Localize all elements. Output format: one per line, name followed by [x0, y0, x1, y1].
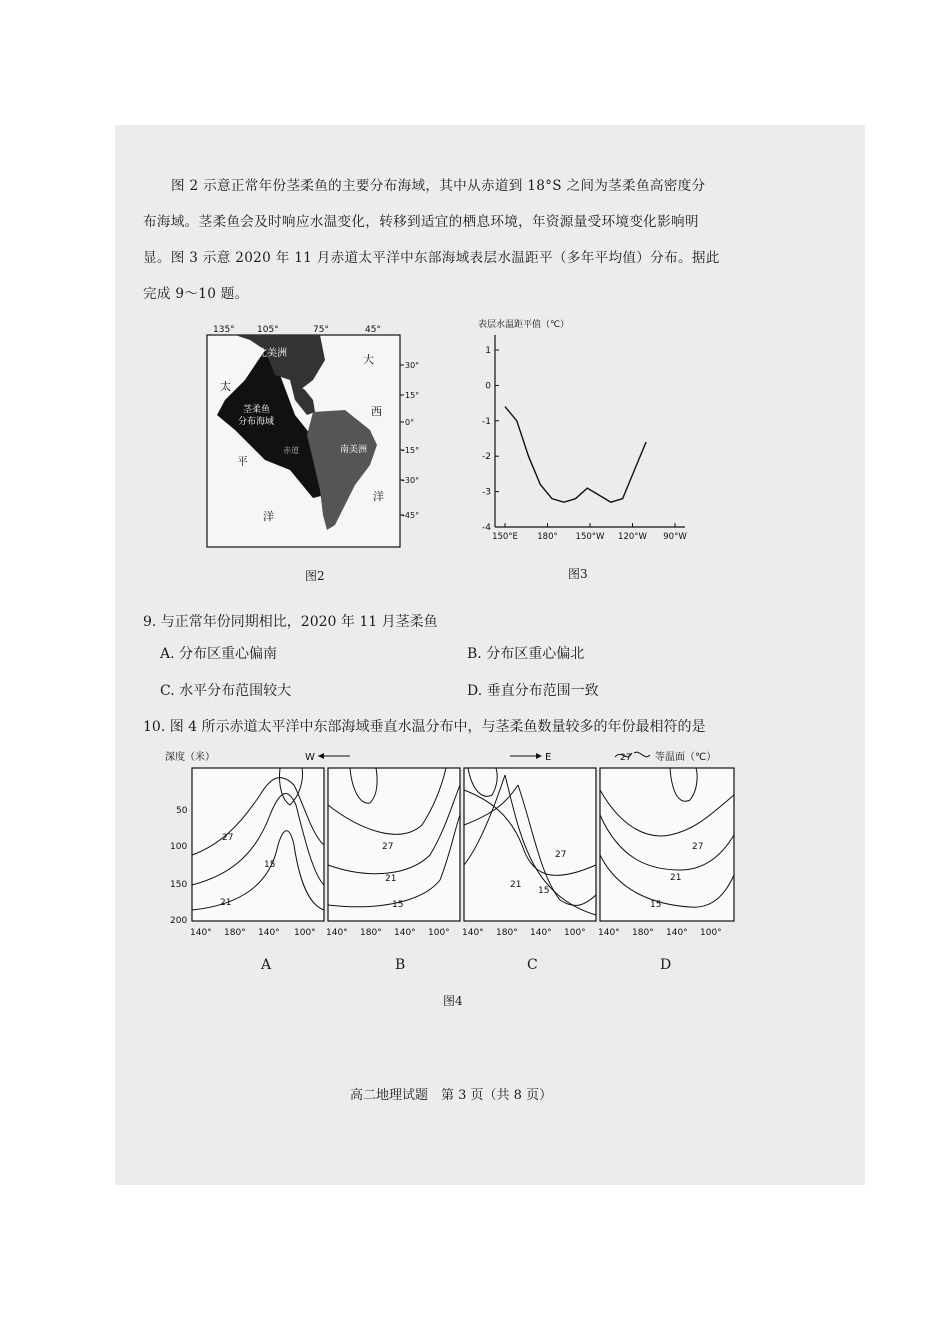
lon-label-45: 45°: [365, 325, 381, 335]
lon-label-135: 135°: [213, 325, 235, 335]
panel-c-iso-21: 21: [510, 880, 522, 890]
squid-area-label-2: 分布海域: [238, 417, 275, 427]
atlantic-char-3: 洋: [373, 490, 384, 503]
squid-area-label-1: 茎柔鱼: [243, 405, 271, 415]
panel-d-iso-27: 27: [692, 842, 704, 852]
lat-label-s15: -15°: [402, 446, 420, 455]
depth-tick-200: 200: [170, 916, 188, 926]
q9-option-a: A. 分布区重心偏南: [160, 646, 278, 662]
q9-option-b: B. 分布区重心偏北: [467, 646, 585, 662]
panel-c-iso-15: 15: [538, 886, 550, 896]
panel-label-a: A: [261, 957, 272, 973]
intro-paragraph: [143, 168, 763, 312]
atlantic-char-1: 大: [363, 353, 374, 366]
c-xtick-2: 180°: [496, 928, 518, 938]
east-label: E: [545, 752, 552, 763]
depth-tick-100: 100: [170, 842, 188, 852]
lat-label-0: 0°: [405, 418, 415, 427]
c-xtick-1: 140°: [462, 928, 484, 938]
figure-4-panels: [160, 745, 740, 945]
c-xtick-3: 140°: [530, 928, 552, 938]
pacific-char-3: 洋: [263, 510, 274, 523]
panel-label-d: D: [660, 957, 672, 973]
pacific-char-2: 平: [237, 455, 248, 468]
lon-label-75: 75°: [313, 325, 329, 335]
lat-label-30: 30°: [405, 361, 420, 370]
fig3-xtick-label: 120°W: [618, 532, 647, 542]
panel-a: [192, 768, 324, 921]
fig3-ytick-label: 0: [485, 381, 491, 392]
fig3-ytick-label: -1: [482, 416, 491, 427]
equator-label: 赤道: [283, 446, 299, 455]
pacific-char-1: 太: [220, 380, 231, 393]
lat-ticks: [400, 365, 404, 515]
panel-label-b: B: [395, 957, 406, 973]
south-america-label: 南美洲: [340, 445, 368, 455]
q9-option-d: D. 垂直分布范围一致: [467, 683, 599, 699]
fig3-xtick-label: 180°: [537, 532, 558, 542]
north-america-label: 北美洲: [257, 348, 287, 359]
panel-b-iso-21: 21: [385, 874, 397, 884]
figure-3-chart: [470, 315, 710, 555]
panel-b: [328, 768, 460, 921]
lon-label-105: 105°: [257, 325, 279, 335]
intro-line-3: 显。图 3 示意 2020 年 11 月赤道太平洋中东部海域表层水温距平（多年平均值）分布。据此: [143, 250, 720, 266]
a-xtick-3: 140°: [258, 928, 280, 938]
fig3-ytick-label: -2: [482, 452, 491, 463]
a-xtick-1: 140°: [190, 928, 212, 938]
panel-a-iso-21: 21: [220, 898, 232, 908]
d-xtick-3: 140°: [666, 928, 688, 938]
panel-d-iso-21: 21: [670, 873, 682, 883]
legend-text: 等温面（℃）: [655, 752, 717, 763]
panel-b-iso-27: 27: [382, 842, 394, 852]
intro-line-2: 布海域。茎柔鱼会及时响应水温变化，转移到适宜的栖息环境，年资源量受环境变化影响明: [143, 214, 699, 230]
q9-option-c: C. 水平分布范围较大: [160, 683, 292, 699]
atlantic-char-2: 西: [371, 405, 382, 418]
lat-label-s30: -30°: [402, 476, 420, 485]
panel-d: [600, 768, 734, 921]
d-xtick-1: 140°: [598, 928, 620, 938]
fig3-xtick-label: 90°W: [663, 532, 687, 542]
b-xtick-4: 100°: [428, 928, 450, 938]
fig3-ylabel: 表层水温距平值（℃）: [478, 320, 570, 330]
panel-b-iso-15: 15: [392, 900, 404, 910]
b-xtick-2: 180°: [360, 928, 382, 938]
fig3-ytick-label: -3: [482, 487, 491, 498]
a-xtick-2: 180°: [224, 928, 246, 938]
q10-stem: 10. 图 4 所示赤道太平洋中东部海域垂直水温分布中，与茎柔鱼数量较多的年份最相符的是: [143, 719, 706, 735]
panel-label-c: C: [527, 957, 538, 973]
figure-2-map: [195, 320, 435, 560]
fig3-xtick-label: 150°E: [492, 532, 518, 542]
west-label: W: [305, 752, 315, 763]
figure-3-caption: 图3: [568, 567, 588, 581]
intro-line-4: 完成 9～10 题。: [143, 286, 249, 302]
fig3-ytick-label: -4: [482, 523, 491, 533]
figure-2-caption: 图2: [305, 569, 325, 583]
fig3-xtick-label: 150°W: [575, 532, 605, 542]
panel-d-iso-15: 15: [650, 900, 662, 910]
legend-value: 27: [620, 753, 632, 763]
depth-label: 深度（米）: [165, 752, 215, 763]
d-xtick-2: 180°: [632, 928, 654, 938]
b-xtick-1: 140°: [326, 928, 348, 938]
sst-anomaly-line: [505, 407, 646, 503]
page-footer: 高二地理试题 第 3 页（共 8 页）: [350, 1088, 553, 1103]
depth-tick-50: 50: [176, 806, 188, 816]
c-xtick-4: 100°: [564, 928, 586, 938]
panel-a-iso-27: 27: [222, 833, 234, 843]
panel-c-iso-27: 27: [555, 850, 567, 860]
depth-tick-150: 150: [170, 880, 188, 890]
figure-4-caption: 图4: [443, 994, 463, 1008]
fig3-ytick-label: 1: [485, 346, 491, 356]
panel-c: [464, 768, 596, 921]
panel-a-iso-15: 15: [264, 860, 276, 870]
lat-label-15: 15°: [405, 391, 420, 400]
q9-stem: 9. 与正常年份同期相比，2020 年 11 月茎柔鱼: [143, 614, 438, 630]
lat-label-s45: -45°: [402, 511, 420, 520]
b-xtick-3: 140°: [394, 928, 416, 938]
intro-line-1: 图 2 示意正常年份茎柔鱼的主要分布海域，其中从赤道到 18°S 之间为茎柔鱼高密度分: [171, 178, 706, 194]
d-xtick-4: 100°: [700, 928, 722, 938]
a-xtick-4: 100°: [294, 928, 316, 938]
